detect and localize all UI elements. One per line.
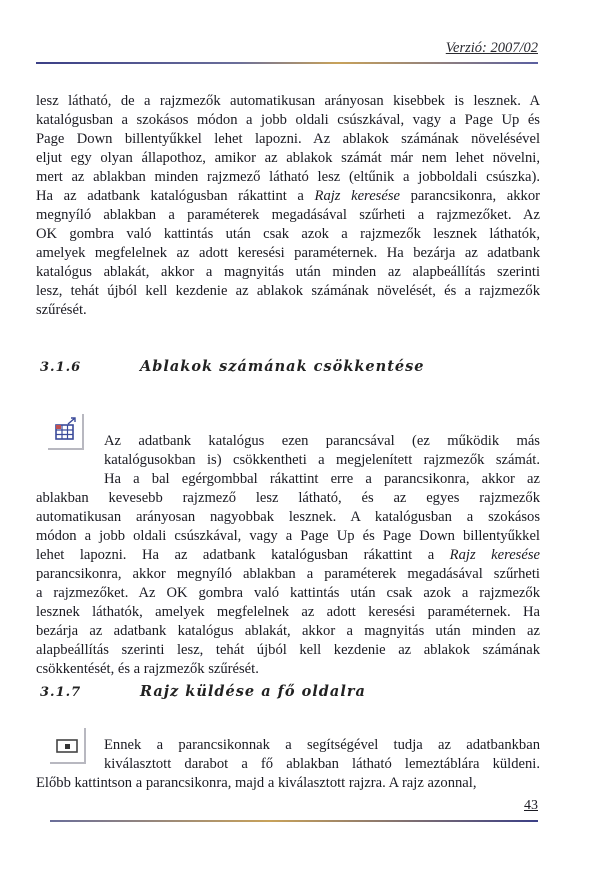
text-line: lesz, tehát újból kell kezdenie az ablakok számának növelését, és a rajzmezők (36, 283, 540, 299)
text-fragment: lehet lapozni. Ha az adatbank katalógusban rákattint a (36, 547, 450, 563)
text-line: alapbeállítás szerinti lesz, tehát újból kell kezdenie az ablakok számának (36, 642, 540, 658)
section-3-1-6-body (36, 432, 540, 679)
text-line: katalógusokban is) csökkentheti a megjelenített rajzmezők számát. (104, 452, 540, 468)
text-line (36, 546, 540, 565)
page-header (36, 40, 538, 62)
section-heading-3-1-7 (40, 683, 366, 700)
text-line: módon a jobb oldali csúszkával, vagy a Page Up és Page Down billentyűkkel (36, 528, 540, 544)
text-line: amelyek megfelelnek az adott keresési paraméternek. Ha bezárja az adatbank (36, 245, 540, 261)
page-number: 43 (524, 798, 538, 813)
section-heading-3-1-6 (40, 358, 425, 375)
command-name: Rajz keresése (314, 188, 400, 204)
text-line: lesz látható, de a rajzmezők automatikusan arányosan kisebbek is lesznek. A (36, 93, 540, 109)
text-fragment: parancsikonra, akkor (400, 188, 540, 204)
text-line: Az adatbank katalógus ezen parancsával (ez működik más (104, 433, 540, 449)
text-line: csökkentését, és a rajzmezők szűrését. (36, 661, 259, 677)
section-title: Rajz küldése a fő oldalra (140, 683, 366, 700)
page-footer (50, 798, 538, 822)
text-line: a rajzmezőket. Az OK gombra való kattintás után csak azok a rajzmezők (36, 585, 540, 601)
section-title: Ablakok számának csökkentése (140, 358, 425, 375)
text-line: szűrését. (36, 302, 87, 318)
section-number: 3.1.6 (40, 360, 82, 375)
text-line: mert az ablakban minden rajzmező látható lesz (eltűnik a jobboldali csúszka). (36, 169, 540, 185)
text-line: Előbb kattintson a parancsikonra, majd a kiválasztott rajzra. A rajz azonnal, (36, 775, 477, 791)
text-line: eljut egy olyan állapothoz, amikor az ablakok számát már nem lehet növelni, (36, 150, 540, 166)
text-line: lesznek láthatók, amelyek megfelelnek az adott keresési paraméternek. Ha (36, 604, 540, 620)
text-line: katalógusban a szokásos módon a jobb oldali csúszkával, vagy a Page Up és (36, 112, 540, 128)
text-line: OK gombra való kattintás után csak azok a rajzmezők lesznek láthatók, (36, 226, 540, 242)
text-line: parancsikonra, akkor megnyíló ablakban a paraméterek megadásával szűrheti (36, 566, 540, 582)
text-line (36, 187, 540, 206)
text-line: katalógus ablakát, akkor a magnyitás után minden az alapbeállítás szerinti (36, 264, 540, 280)
command-name: Rajz keresése (449, 547, 540, 563)
text-line: automatikusan arányosan nagyobbak lesznek. A katalógusban a szokásos (36, 509, 540, 525)
section-3-1-7-body (36, 736, 540, 793)
section-number: 3.1.7 (40, 685, 82, 700)
text-line: Page Down billentyűkkel lehet lapozni. Az ablakok számának növelésével (36, 131, 540, 147)
text-line: kiválasztott darabot a fő ablakban látható lemeztáblára küldeni. (104, 756, 540, 772)
text-fragment: Ha az adatbank katalógusban rákattint a (36, 188, 315, 204)
text-line: bezárja az adatbank katalógus ablakát, akkor a magnyitás után minden az (36, 623, 540, 639)
intro-paragraph (36, 92, 540, 320)
text-line: Ennek a parancsikonnak a segítségével tudja az adatbankban (104, 737, 540, 753)
text-line: megnyíló ablakban a paraméterek megadásával szűrheti a rajzmezőket. Az (36, 207, 540, 223)
header-rule (36, 62, 538, 64)
footer-rule (50, 820, 538, 822)
text-line: ablakban kevesebb rajzmező lesz látható, és az egyes rajzmezők (36, 490, 540, 506)
version-label: Verzió: 2007/02 (445, 40, 538, 56)
text-line: Ha a bal egérgombbal rákattint erre a parancsikonra, akkor az (104, 471, 540, 487)
